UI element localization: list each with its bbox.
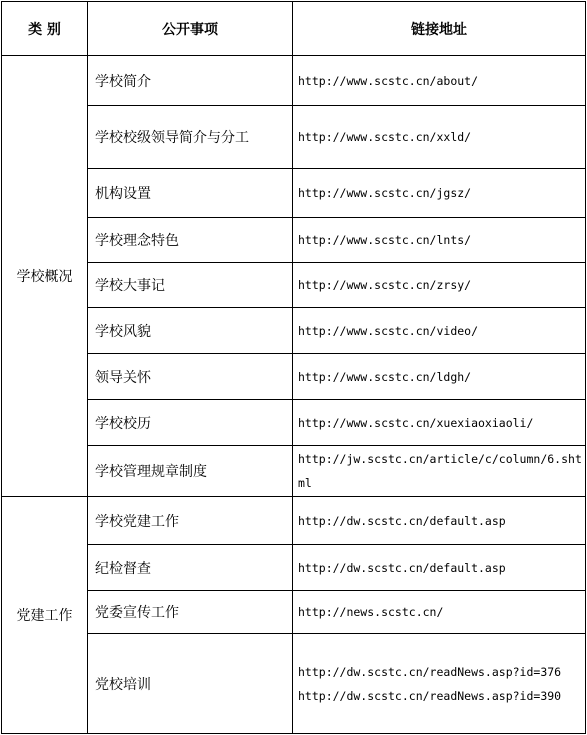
item-cell: 学校党建工作 (88, 497, 293, 545)
item-cell: 机构设置 (88, 169, 293, 218)
link-line[interactable]: http://dw.scstc.cn/readNews.asp?id=390 (298, 688, 562, 703)
link-cell[interactable]: http://www.scstc.cn/lnts/ (293, 218, 586, 263)
table-row (2, 545, 586, 591)
item-cell: 学校风貌 (88, 308, 293, 354)
table-row (2, 169, 586, 218)
item-cell: 学校管理规章制度 (88, 446, 293, 497)
table-row (2, 263, 586, 308)
link-cell[interactable]: http://jw.scstc.cn/article/c/column/6.shtml (293, 446, 586, 497)
table-row (2, 354, 586, 400)
disclosure-table (1, 1, 586, 734)
item-cell: 纪检督查 (88, 545, 293, 591)
category-cell: 学校概况 (2, 56, 88, 497)
link-cell (293, 634, 586, 734)
category-cell: 党建工作 (2, 497, 88, 734)
item-cell: 学校大事记 (88, 263, 293, 308)
link-cell[interactable]: http://www.scstc.cn/ldgh/ (293, 354, 586, 400)
item-cell: 学校理念特色 (88, 218, 293, 263)
link-cell[interactable]: http://news.scstc.cn/ (293, 591, 586, 634)
table-row (2, 218, 586, 263)
link-cell[interactable]: http://www.scstc.cn/about/ (293, 56, 586, 106)
item-cell: 学校校历 (88, 400, 293, 446)
item-cell: 学校校级领导简介与分工 (88, 106, 293, 169)
link-cell[interactable]: http://www.scstc.cn/xuexiaoxiaoli/ (293, 400, 586, 446)
header-row (2, 2, 586, 56)
table-row (2, 400, 586, 446)
item-cell: 领导关怀 (88, 354, 293, 400)
header-link: 链接地址 (293, 2, 586, 56)
header-category: 类 别 (2, 2, 88, 56)
header-item: 公开事项 (88, 2, 293, 56)
table-row (2, 308, 586, 354)
link-cell[interactable]: http://www.scstc.cn/zrsy/ (293, 263, 586, 308)
table-row (2, 446, 586, 497)
link-cell[interactable]: http://dw.scstc.cn/default.asp (293, 545, 586, 591)
link-cell[interactable]: http://www.scstc.cn/xxld/ (293, 106, 586, 169)
link-line[interactable]: http://dw.scstc.cn/readNews.asp?id=376 (298, 664, 562, 679)
table-row (2, 56, 586, 106)
item-cell: 学校简介 (88, 56, 293, 106)
table-row (2, 106, 586, 169)
link-cell[interactable]: http://dw.scstc.cn/default.asp (293, 497, 586, 545)
item-cell: 党委宣传工作 (88, 591, 293, 634)
link-cell[interactable]: http://www.scstc.cn/video/ (293, 308, 586, 354)
item-cell: 党校培训 (88, 634, 293, 734)
table-row (2, 497, 586, 545)
table-row (2, 634, 586, 734)
link-cell[interactable]: http://www.scstc.cn/jgsz/ (293, 169, 586, 218)
table-row (2, 591, 586, 634)
